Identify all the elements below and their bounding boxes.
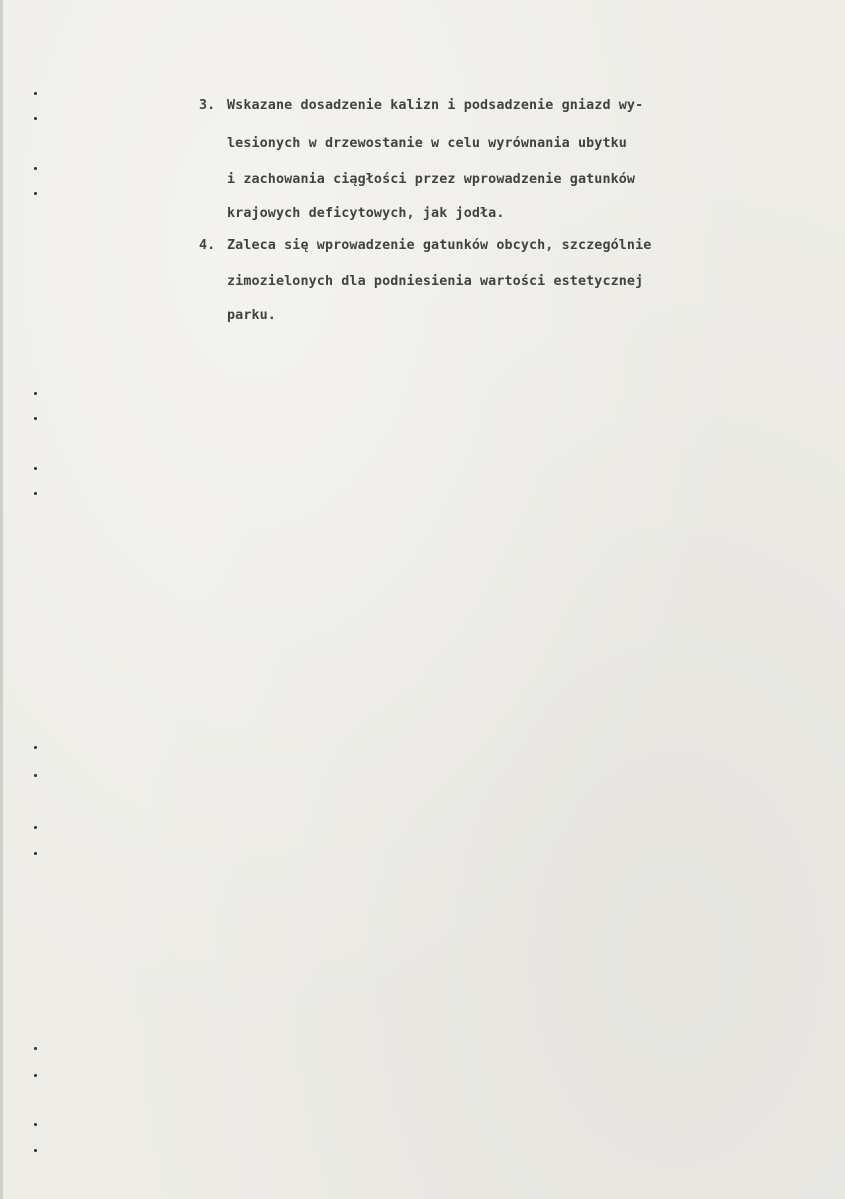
item-number: 4.	[199, 238, 216, 253]
item-line: Zaleca się wprowadzenie gatunków obcych, szczególnie	[227, 238, 652, 253]
item-line: parku.	[227, 308, 276, 323]
item-line: Wskazane dosadzenie kalizn i podsadzenie gniazd wy-	[227, 98, 644, 113]
item-line: krajowych deficytowych, jak jodła.	[227, 206, 505, 221]
item-number: 3.	[199, 98, 216, 113]
item-line: i zachowania ciągłości przez wprowadzenie gatunków	[227, 172, 636, 187]
item-line: zimozielonych dla podniesienia wartości estetycznej	[227, 274, 644, 289]
item-line: lesionych w drzewostanie w celu wyrównania ubytku	[227, 136, 627, 151]
